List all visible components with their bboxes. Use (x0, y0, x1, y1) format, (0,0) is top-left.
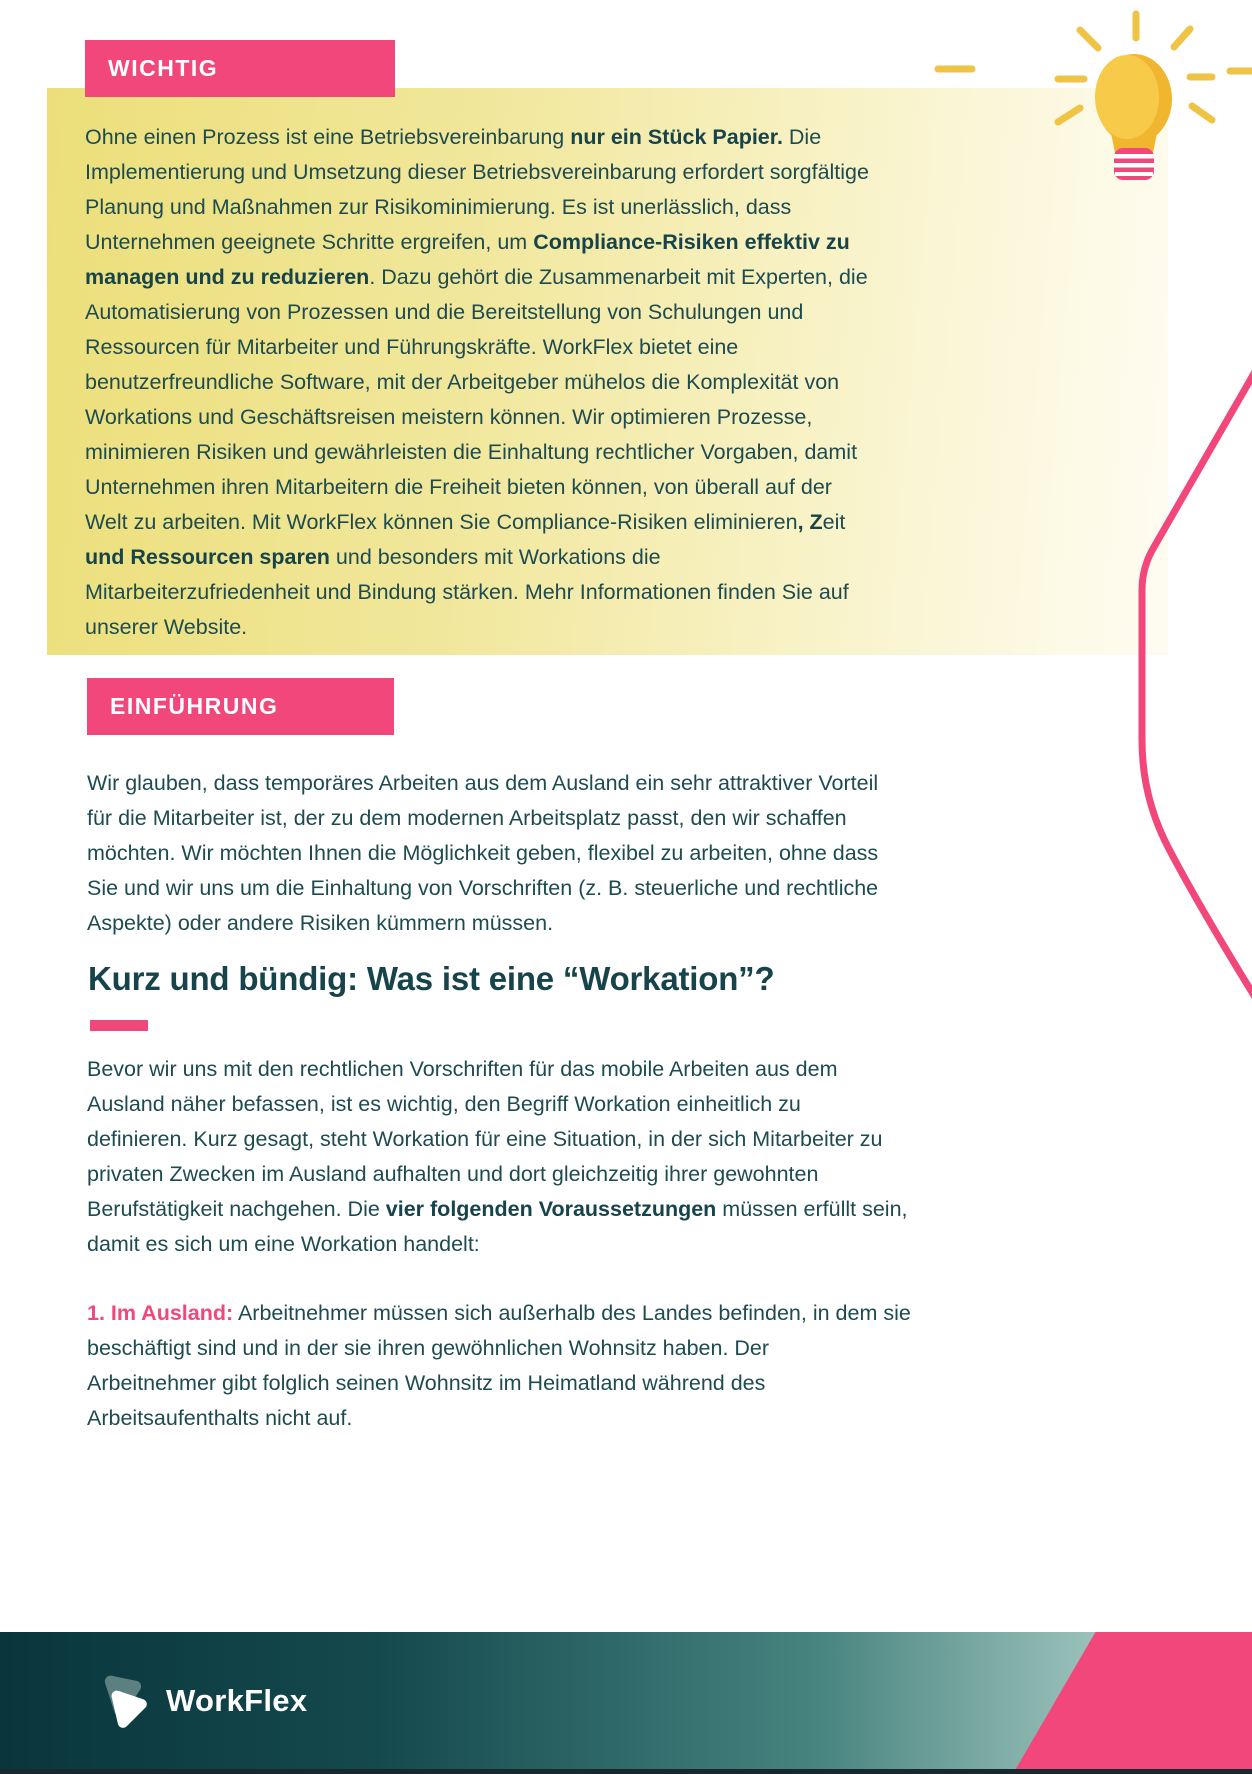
brand-name: WorkFlex (166, 1682, 308, 1718)
important-box-text: Ohne einen Prozess ist eine Betriebsvereinbarung nur ein Stück Papier. Die Implementierung und Umsetzung dieser Betriebsvereinbarung erfordert sorgfältige Planung und Maßnahmen zur Risikominimierung. Es ist unerlässlich, dass Unternehmen geeignete Schritte ergreifen, um Compliance-Risiken effektiv zu managen und zu reduzieren. Dazu gehört die Zusammenarbeit mit Experten, die Automatisierung von Prozessen und die Bereitstellung von Schulungen und Ressourcen für Mitarbeiter und Führungskräfte. WorkFlex bietet eine benutzerfreundliche Software, mit der Arbeitgeber mühelos die Komplexität von Workations und Geschäftsreisen meistern können. Wir optimieren Prozesse, minimieren Risiken und gewährleisten die Einhaltung rechtlicher Vorgaben, damit Unternehmen ihren Mitarbeitern die Freiheit bieten können, von überall auf der Welt zu arbeiten. Mit WorkFlex können Sie Compliance-Risiken eliminieren, Zeit und Ressourcen sparen und besonders mit Workations die Mitarbeiterzufriedenheit und Bindung stärken. Mehr Informationen finden Sie auf unserer Website. (85, 125, 869, 639)
section-title: Kurz und bündig: Was ist eine “Workation”? (88, 960, 775, 997)
workflex-logo-icon (95, 1672, 153, 1730)
heading-underline-accent (90, 1020, 148, 1031)
wichtig-badge: WICHTIG (85, 40, 395, 97)
intro-paragraph: Wir glauben, dass temporäres Arbeiten aus dem Ausland ein sehr attraktiver Vorteil für die Mitarbeiter ist, der zu dem modernen Arbeitsplatz passt, den wir schaffen möchten. Wir möchten Ihnen die Möglichkeit geben, flexibel zu arbeiten, ohne dass Sie und wir uns um die Einhaltung von Vorschriften (z. B. steuerliche und rechtliche Aspekte) oder andere Risiken kümmern müssen. (87, 771, 879, 935)
workation-definition-paragraph: Bevor wir uns mit den rechtlichen Vorschriften für das mobile Arbeiten aus dem Ausland näher befassen, ist es wichtig, den Begriff Workation einheitlich zu definieren. Kurz gesagt, steht Workation für eine Situation, in der sich Mitarbeiter zu privaten Zwecken im Ausland aufhalten und dort gleichzeitig ihrer gewohnten Berufstätigkeit nachgehen. Die vier folgenden Voraussetzungen müssen erfüllt sein, damit es sich um eine Workation handelt: (87, 1057, 908, 1256)
condition-1-im-ausland: 1. Im Ausland: Arbeitnehmer müssen sich außerhalb des Landes befinden, in dem sie beschäftigt sind und in der sie ihren gewöhnlichen Wohnsitz haben. Der Arbeitnehmer gibt folglich seinen Wohnsitz im Heimatland während des Arbeitsaufenthalts nicht auf. (87, 1301, 911, 1430)
footer-bottom-edge (0, 1769, 1252, 1774)
workflex-logo (95, 1632, 307, 1769)
einfuehrung-badge: EINFÜHRUNG (87, 678, 394, 735)
footer-bar (0, 1632, 1252, 1774)
